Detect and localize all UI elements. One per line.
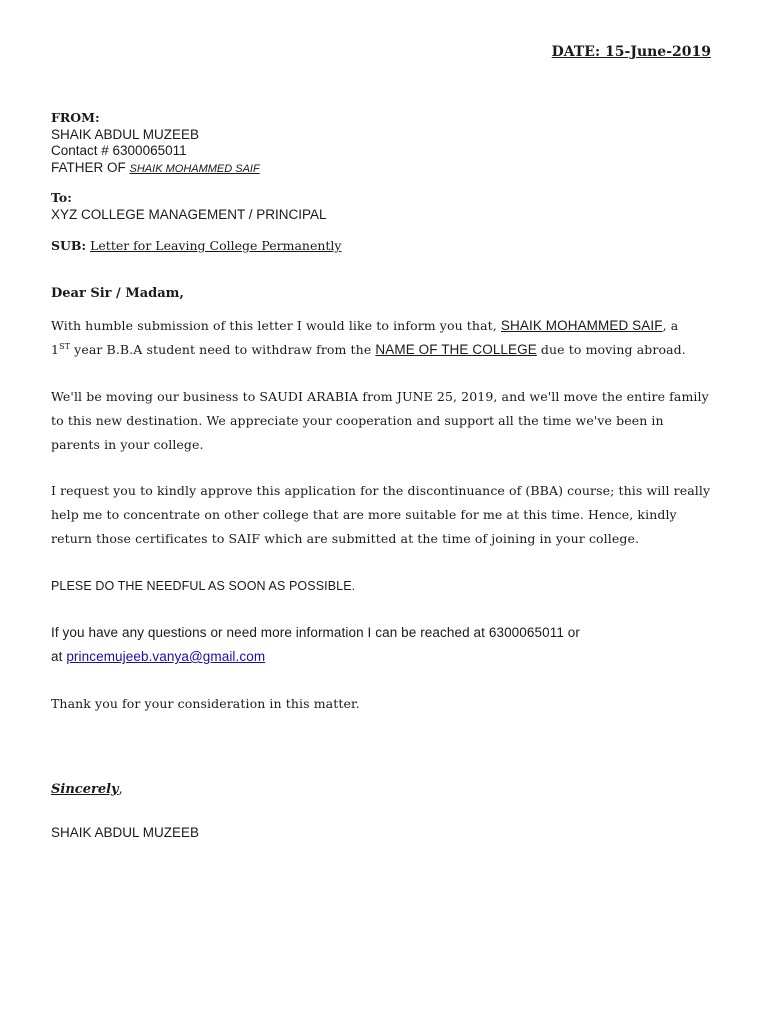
college-name: NAME OF THE COLLEGE	[375, 342, 537, 357]
date-line	[552, 44, 711, 60]
para5-line1: If you have any questions or need more information I can be reached at 6300065011 or	[51, 625, 580, 640]
paragraph-needful: PLESE DO THE NEEDFUL AS SOON AS POSSIBLE.	[51, 579, 356, 593]
para1-part1: With humble submission of this letter I would like to inform you that,	[51, 318, 497, 333]
email-link[interactable]: princemujeeb.vanya@gmail.com	[66, 649, 266, 664]
to-heading: To:	[51, 190, 72, 205]
subject-label: SUB:	[51, 238, 87, 253]
paragraph-request	[51, 479, 721, 551]
para3-line1: I request you to kindly approve this application for the discontinuance of (BBA) course; this will really	[51, 483, 711, 498]
to-block	[51, 190, 327, 223]
father-of-prefix: FATHER OF	[51, 159, 126, 175]
para1-part4: due to moving abroad.	[540, 342, 686, 357]
sender-contact: Contact # 6300065011	[51, 143, 187, 158]
paragraph-thanks: Thank you for your consideration in this matter.	[51, 696, 360, 711]
signature-name: SHAIK ABDUL MUZEEB	[51, 825, 200, 840]
closing-word: Sincerely	[51, 782, 119, 797]
paragraph-contact	[51, 621, 721, 669]
from-block	[51, 110, 260, 177]
salutation: Dear Sir / Madam,	[51, 286, 184, 301]
para3-line3: return those certificates to SAIF which are submitted at the time of joining in your college.	[51, 531, 640, 546]
para2-line3: parents in your college.	[51, 437, 204, 452]
sender-name: SHAIK ABDUL MUZEEB	[51, 126, 200, 142]
paragraph-intro	[51, 314, 721, 362]
para1-part2: , a	[662, 318, 679, 333]
student-name: SHAIK MOHAMMED SAIF	[500, 318, 663, 333]
year-sup: ST	[59, 341, 71, 351]
para5-prefix: at	[51, 649, 63, 664]
from-heading: FROM:	[51, 110, 100, 125]
para5-line2	[51, 645, 721, 669]
father-of-line	[51, 160, 260, 178]
date-label: DATE:	[551, 44, 601, 60]
year-num: 1	[51, 342, 60, 357]
para3-line2: help me to concentrate on other college that are more suitable for me at this time. Hence, kindly	[51, 507, 677, 522]
para2-line2: to this new destination. We appreciate your cooperation and support all the time we've been in	[51, 413, 664, 428]
closing-comma: ,	[118, 782, 123, 797]
para1-part3: year B.B.A student need to withdraw from the	[74, 342, 372, 357]
recipient: XYZ COLLEGE MANAGEMENT / PRINCIPAL	[51, 206, 327, 222]
child-name: SHAIK MOHAMMED SAIF	[129, 162, 260, 175]
para2-line1: We'll be moving our business to SAUDI ARABIA from JUNE 25, 2019, and we'll move the entire family	[51, 389, 709, 404]
paragraph-moving	[51, 385, 721, 457]
date-value: 15-June-2019	[605, 44, 711, 60]
subject-text: Letter for Leaving College Permanently	[90, 238, 342, 253]
closing	[51, 782, 123, 797]
subject-line	[51, 238, 342, 253]
